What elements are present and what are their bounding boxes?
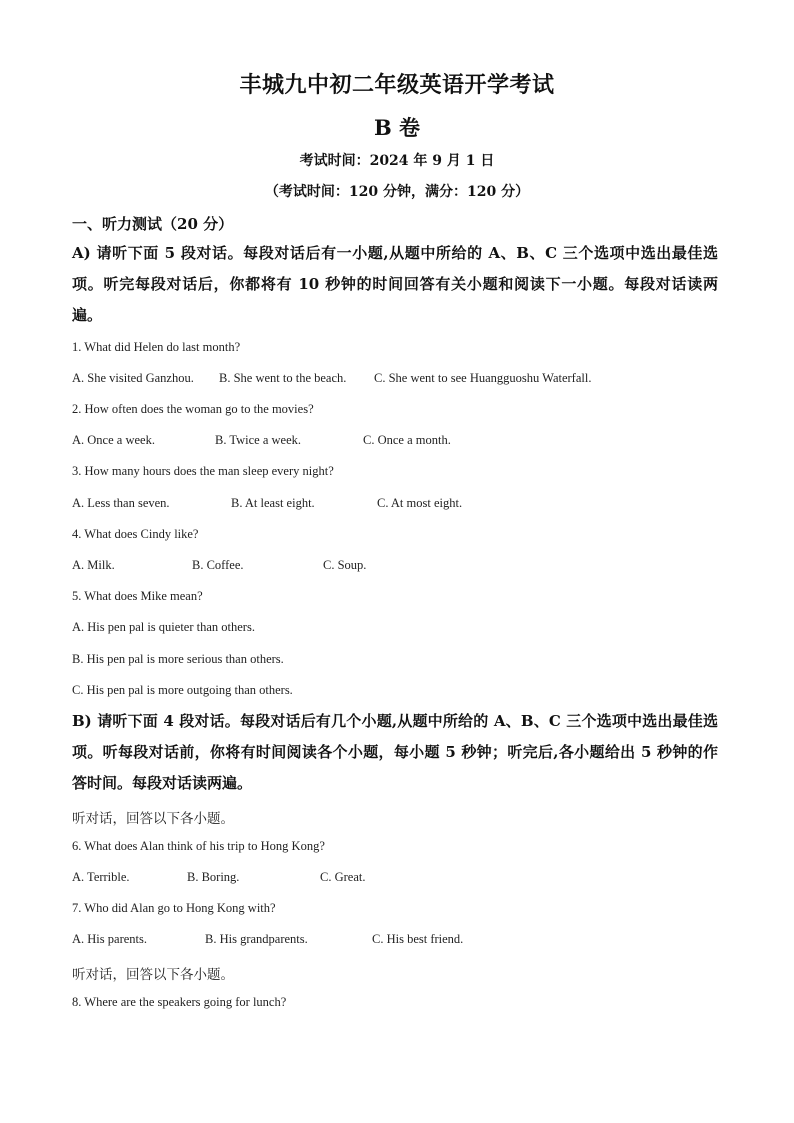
question-6-options	[72, 870, 712, 888]
question-2: 2. How often does the woman go to the movies?	[72, 402, 314, 416]
option-c: C. She went to see Huangguoshu Waterfall.	[374, 371, 592, 385]
option-a: A. Less than seven.	[72, 496, 170, 510]
option-c: C. At most eight.	[377, 496, 463, 510]
question-1-options	[72, 371, 712, 389]
option-b: B. Coffee.	[192, 558, 244, 572]
option-b: B. At least eight.	[231, 496, 315, 510]
question-4: 4. What does Cindy like?	[72, 527, 199, 541]
exam-title: 丰城九中初二年级英语开学考试	[239, 72, 555, 98]
part-a-instructions: A) 请听下面 5 段对话。每段对话后有一小题,从题中所给的 A、B、C 三个选项中选出最佳选项。听完每段对话后，你都将有 10 秒钟的时间回答有关小题和阅读下一小题。每段对话读两遍。	[72, 244, 718, 324]
question-1: 1. What did Helen do last month?	[72, 340, 241, 354]
option-c: C. Soup.	[323, 558, 367, 572]
question-5-option-a: A. His pen pal is quieter than others.	[72, 620, 255, 634]
option-b: B. Boring.	[187, 870, 240, 884]
question-6: 6. What does Alan think of his trip to Hong Kong?	[72, 839, 325, 853]
option-a: A. Milk.	[72, 558, 115, 572]
question-2-options	[72, 433, 712, 451]
option-a: A. She visited Ganzhou.	[72, 371, 194, 385]
question-7-options	[72, 932, 712, 950]
option-c: C. His best friend.	[372, 932, 464, 946]
question-5-option-c: C. His pen pal is more outgoing than others.	[72, 683, 293, 697]
listen-note: 听对话，回答以下各小题。	[72, 967, 234, 983]
option-b: B. She went to the beach.	[219, 371, 347, 385]
question-5-option-b: B. His pen pal is more serious than others.	[72, 652, 284, 666]
exam-time-info: （考试时间：120 分钟，满分：120 分）	[264, 184, 530, 200]
exam-date: 考试时间：2024 年 9 月 1 日	[299, 153, 495, 169]
option-b: B. His grandparents.	[205, 932, 308, 946]
question-3: 3. How many hours does the man sleep every night?	[72, 464, 334, 478]
option-c: C. Great.	[320, 870, 366, 884]
section-title-listening: 一、听力测试（20 分）	[72, 215, 234, 233]
option-a: A. Terrible.	[72, 870, 130, 884]
question-7: 7. Who did Alan go to Hong Kong with?	[72, 901, 276, 915]
option-a: A. His parents.	[72, 932, 147, 946]
question-3-options	[72, 496, 712, 514]
listen-note: 听对话，回答以下各小题。	[72, 811, 234, 827]
option-b: B. Twice a week.	[215, 433, 302, 447]
option-a: A. Once a week.	[72, 433, 155, 447]
option-c: C. Once a month.	[363, 433, 451, 447]
question-5: 5. What does Mike mean?	[72, 589, 203, 603]
question-8: 8. Where are the speakers going for lunch?	[72, 995, 287, 1009]
paper-version: B 卷	[373, 115, 421, 140]
part-b-instructions: B) 请听下面 4 段对话。每段对话后有几个小题,从题中所给的 A、B、C 三个选项中选出最佳选项。听每段对话前，你将有时间阅读各个小题，每小题 5 秒钟；听完后,各小题给出 5 秒钟的作答时间。每段对话读两遍。	[72, 712, 718, 792]
question-4-options	[72, 558, 712, 576]
